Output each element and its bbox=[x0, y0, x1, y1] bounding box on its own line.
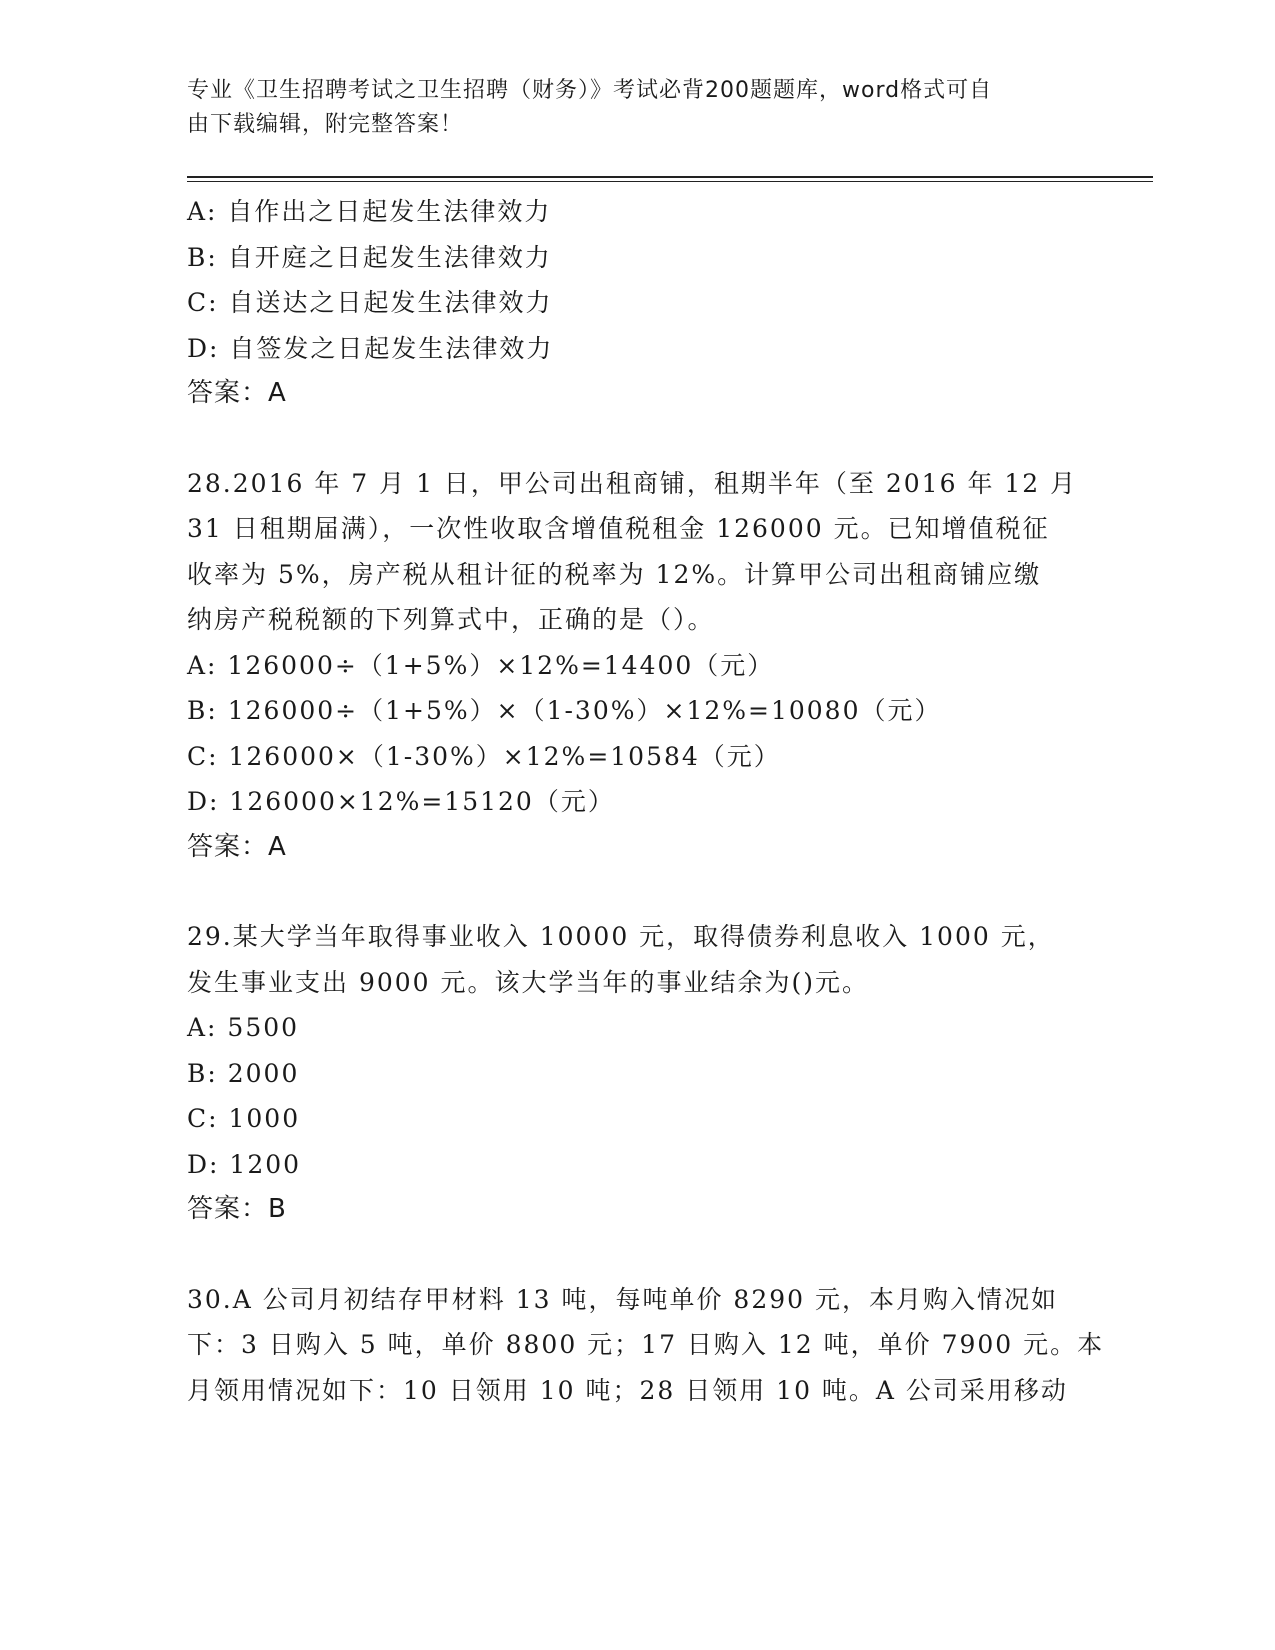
question-28 bbox=[187, 461, 1087, 871]
header-divider-thin bbox=[187, 181, 1153, 182]
spacer bbox=[187, 870, 1087, 914]
question-stem-line: 28.2016 年 7 月 1 日，甲公司出租商铺，租期半年（至 2016 年 12 月 bbox=[187, 468, 1078, 498]
question-stem-line: 29.某大学当年取得事业收入 10000 元，取得债券利息收入 1000 元， bbox=[187, 922, 1055, 951]
document-header bbox=[187, 74, 1067, 142]
option-a: A: 自作出之日起发生法律效力 bbox=[187, 197, 552, 226]
header-line-2: 由下载编辑，附完整答案！ bbox=[187, 112, 464, 137]
question-stem-line: 收率为 5%，房产税从租计征的税率为 12%。计算甲公司出租商铺应缴 bbox=[187, 559, 1042, 589]
answer-line: 答案：A bbox=[187, 378, 287, 408]
header-line-1: 专业《卫生招聘考试之卫生招聘（财务）》考试必背200题题库，word格式可自 bbox=[187, 78, 993, 103]
option-a: A: 126000÷（1+5%）×12%=14400（元） bbox=[187, 650, 775, 680]
question-27 bbox=[187, 189, 1087, 417]
answer-line: 答案：A bbox=[187, 831, 287, 862]
question-stem-line: 30.A 公司月初结存甲材料 13 吨，每吨单价 8290 元，本月购入情况如 bbox=[187, 1284, 1058, 1314]
question-30 bbox=[187, 1277, 1105, 1414]
question-stem-line: 31 日租期届满），一次性收取含增值税租金 126000 元。已知增值税征 bbox=[187, 514, 1050, 543]
option-c: C: 1000 bbox=[187, 1104, 301, 1133]
question-stem-line: 发生事业支出 9000 元。该大学当年的事业结余为()元。 bbox=[187, 967, 870, 997]
question-stem-line: 下：3 日购入 5 吨，单价 8800 元；17 日购入 12 吨，单价 7900 元。本 bbox=[187, 1330, 1105, 1359]
question-stem-line: 纳房产税税额的下列算式中，正确的是（）。 bbox=[187, 605, 715, 634]
option-b: B: 2000 bbox=[187, 1058, 300, 1088]
option-a: A: 5500 bbox=[187, 1013, 300, 1042]
option-c: C: 126000×（1-30%）×12%=10584（元） bbox=[187, 741, 781, 771]
option-c: C: 自送达之日起发生法律效力 bbox=[187, 288, 553, 317]
option-b: B: 自开庭之日起发生法律效力 bbox=[187, 242, 552, 272]
question-29 bbox=[187, 914, 1087, 1233]
header-divider-thick bbox=[187, 176, 1153, 178]
option-b: B: 126000÷（1+5%）×（1-30%）×12%=10080（元） bbox=[187, 696, 942, 725]
question-content bbox=[187, 189, 1105, 1413]
spacer bbox=[187, 417, 1087, 461]
option-d: D: 自签发之日起发生法律效力 bbox=[187, 333, 554, 363]
question-stem-line: 月领用情况如下：10 日领用 10 吨；28 日领用 10 吨。A 公司采用移动 bbox=[187, 1375, 1068, 1405]
answer-line: 答案：B bbox=[187, 1194, 287, 1224]
spacer bbox=[187, 1233, 1087, 1277]
option-d: D: 126000×12%=15120（元） bbox=[187, 787, 615, 816]
option-d: D: 1200 bbox=[187, 1149, 302, 1179]
